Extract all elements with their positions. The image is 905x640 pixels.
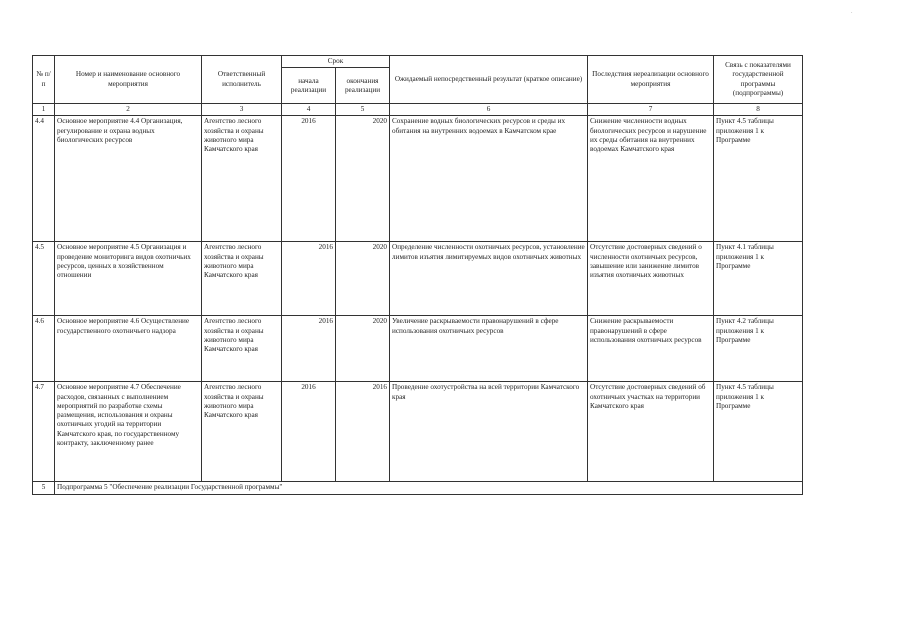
row-num: 4.7	[33, 382, 55, 482]
subprogram-num: 5	[33, 482, 55, 494]
row-executor: Агентство лесного хозяйства и охраны животного мира Камчатского края	[202, 242, 282, 316]
row-num: 4.6	[33, 316, 55, 382]
row-start: 2016	[282, 116, 336, 242]
header-start: начала реализации	[282, 68, 336, 104]
row-consequence: Отсутствие достоверных сведений об охотничьих участках на территории Камчатского края	[588, 382, 714, 482]
row-end: 2016	[336, 382, 390, 482]
row-end: 2020	[336, 316, 390, 382]
row-name: Основное мероприятие 4.6 Осуществление государственного охотничьего надзора	[55, 316, 202, 382]
header-name: Номер и наименование основного мероприятия	[55, 56, 202, 104]
row-link: Пункт 4.5 таблицы приложения 1 к Программе	[714, 116, 803, 242]
column-number: 4	[282, 104, 336, 116]
header-executor: Ответственный исполнитель	[202, 56, 282, 104]
row-name: Основное мероприятие 4.7 Обеспечение расходов, связанных с выполнением мероприятий по разработке схемы размещения, использования и охраны охотничьих угодий на территории Камчатского края, по государственному контракту, заключенному ранее	[55, 382, 202, 482]
row-executor: Агентство лесного хозяйства и охраны животного мира Камчатского края	[202, 382, 282, 482]
row-num: 4.5	[33, 242, 55, 316]
row-consequence: Снижение численности водных биологических ресурсов и нарушение их среды обитания на внутренних водоемах Камчатского края	[588, 116, 714, 242]
header-result: Ожидаемый непосредственный результат (краткое описание)	[390, 56, 588, 104]
table-row	[33, 116, 803, 242]
row-consequence: Снижение раскрываемости правонарушений в сфере использования охотничьих ресурсов	[588, 316, 714, 382]
row-num: 4.4	[33, 116, 55, 242]
column-number: 7	[588, 104, 714, 116]
column-number: 8	[714, 104, 803, 116]
header-end: окончания реализации	[336, 68, 390, 104]
row-start: 2016	[282, 242, 336, 316]
row-executor: Агентство лесного хозяйства и охраны животного мира Камчатского края	[202, 316, 282, 382]
row-name: Основное мероприятие 4.4 Организация, регулирование и охрана водных биологических ресурсов	[55, 116, 202, 242]
column-number: 6	[390, 104, 588, 116]
table-row	[33, 382, 803, 482]
row-end: 2020	[336, 116, 390, 242]
row-start: 2016	[282, 382, 336, 482]
row-result: Увеличение раскрываемости правонарушений в сфере использования охотничьих ресурсов	[390, 316, 588, 382]
row-start: 2016	[282, 316, 336, 382]
column-number: 2	[55, 104, 202, 116]
row-result: Проведение охотустройства на всей территории Камчатского края	[390, 382, 588, 482]
row-link: Пункт 4.5 таблицы приложения 1 к Программе	[714, 382, 803, 482]
header-term: Срок	[282, 56, 390, 68]
header-consequence: Последствия нереализации основного мероприятия	[588, 56, 714, 104]
column-number: 3	[202, 104, 282, 116]
row-link: Пункт 4.1 таблицы приложения 1 к Программе	[714, 242, 803, 316]
row-executor: Агентство лесного хозяйства и охраны животного мира Камчатского края	[202, 116, 282, 242]
header-link: Связь с показателями государственной программы (подпрограммы)	[714, 56, 803, 104]
subprogram-title: Подпрограмма 5 "Обеспечение реализации Государственной программы"	[55, 482, 803, 494]
row-result: Сохранение водных биологических ресурсов и среды их обитания на внутренних водоемах в Камчатском крае	[390, 116, 588, 242]
table-row	[33, 242, 803, 316]
row-end: 2020	[336, 242, 390, 316]
row-link: Пункт 4.2 таблицы приложения 1 к Программе	[714, 316, 803, 382]
column-number: 5	[336, 104, 390, 116]
table-row	[33, 316, 803, 382]
column-numbers-row	[33, 104, 803, 116]
scan-speck: .	[851, 9, 853, 15]
header-num: № п/п	[33, 56, 55, 104]
column-number: 1	[33, 104, 55, 116]
subprogram-row	[33, 482, 803, 494]
row-name: Основное мероприятие 4.5 Организация и проведение мониторинга видов охотничьих ресурсов, ценных в хозяйственном отношении	[55, 242, 202, 316]
row-consequence: Отсутствие достоверных сведений о численности охотничьих ресурсов, завышение или занижение лимитов изъятия охотничьих животных	[588, 242, 714, 316]
row-result: Определение численности охотничьих ресурсов, установление лимитов изъятия лимитируемых видов охотничьих животных	[390, 242, 588, 316]
program-measures-table	[32, 55, 803, 495]
